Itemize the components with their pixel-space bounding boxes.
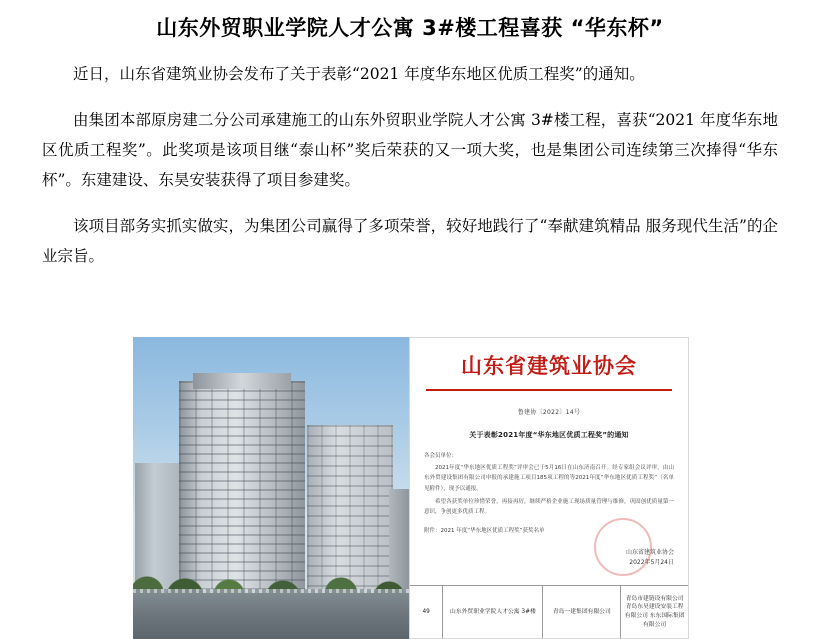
paragraph-2: 由集团本部原房建二分公司承建施工的山东外贸职业学院人才公寓 3#楼工程，喜获“2021 年度华东地区优质工程奖”。此奖项是该项目继“泰山杯”奖后荣获的又一项大奖，也是集团公司连续第三次捧得“华东杯”。东建建设、东昊安装获得了项目参建奖。 <box>42 110 778 190</box>
notice-doc-number: 鲁建协〔2022〕14号 <box>517 409 581 417</box>
notice-salutation: 各会员单位： <box>424 453 458 460</box>
award-notice-document <box>409 337 689 639</box>
notice-divider <box>426 389 672 391</box>
notice-title: 关于表彰2021年度“华东地区优质工程奖”的通知 <box>469 431 629 440</box>
notice-body <box>424 463 674 517</box>
notice-body-paragraph-2: 希望各获奖单位珍惜荣誉，再接再厉，继续严格企业施工现场质量管理与维修，巩固创优质量第一意识，争创更多优质工程。 <box>424 498 674 515</box>
figure-row <box>133 337 689 639</box>
notice-signer-date: 2022年5月24日 <box>629 559 674 567</box>
official-seal-stamp <box>594 518 652 576</box>
paragraph-3: 该项目部务实抓实做实，为集团公司赢得了多项荣誉，较好地践行了“奉献建筑精品 服务现代生活”的企业宗旨。 <box>42 216 778 265</box>
table-cell-project: 山东外贸职业学院人才公寓 3#楼 <box>443 586 543 638</box>
table-cell-unit: 青岛一建集团有限公司 <box>543 586 621 638</box>
paragraph-1: 近日，山东省建筑业协会发布了关于表彰“2021 年度华东地区优质工程奖”的通知。 <box>73 64 645 83</box>
notice-body-paragraph-1: 2021年度“华东地区优质工程奖”评审会已于5月16日在山东济南召开。经专家组会议评审，由山东外贸建设集团有限公司申报的承建施工项目185项工程的等2021年度“华东地区优质工程奖”（名单见附件），现予以通报。 <box>424 465 674 492</box>
building-photo <box>133 337 409 639</box>
table-cell-number: 49 <box>410 586 443 638</box>
award-list-table-row <box>410 585 688 638</box>
tower-roof-cap <box>193 373 291 389</box>
notice-org-header: 山东省建筑业协会 <box>461 354 637 378</box>
notice-signer-org: 山东省建筑业协会 <box>625 549 674 557</box>
notice-attachment-line: 附件：2021 年度“华东地区优质工程奖”获奖名单 <box>424 528 545 535</box>
document-page <box>0 14 820 639</box>
table-cell-participants: 青岛市建链设有限公司 青岛东昊建设安装工程有限公司 东东国际集团有限公司 <box>624 595 685 628</box>
ground-pavement <box>133 593 409 639</box>
article-body <box>42 59 778 271</box>
page-title: 山东外贸职业学院人才公寓 3#楼工程喜获 “华东杯” <box>156 16 664 40</box>
